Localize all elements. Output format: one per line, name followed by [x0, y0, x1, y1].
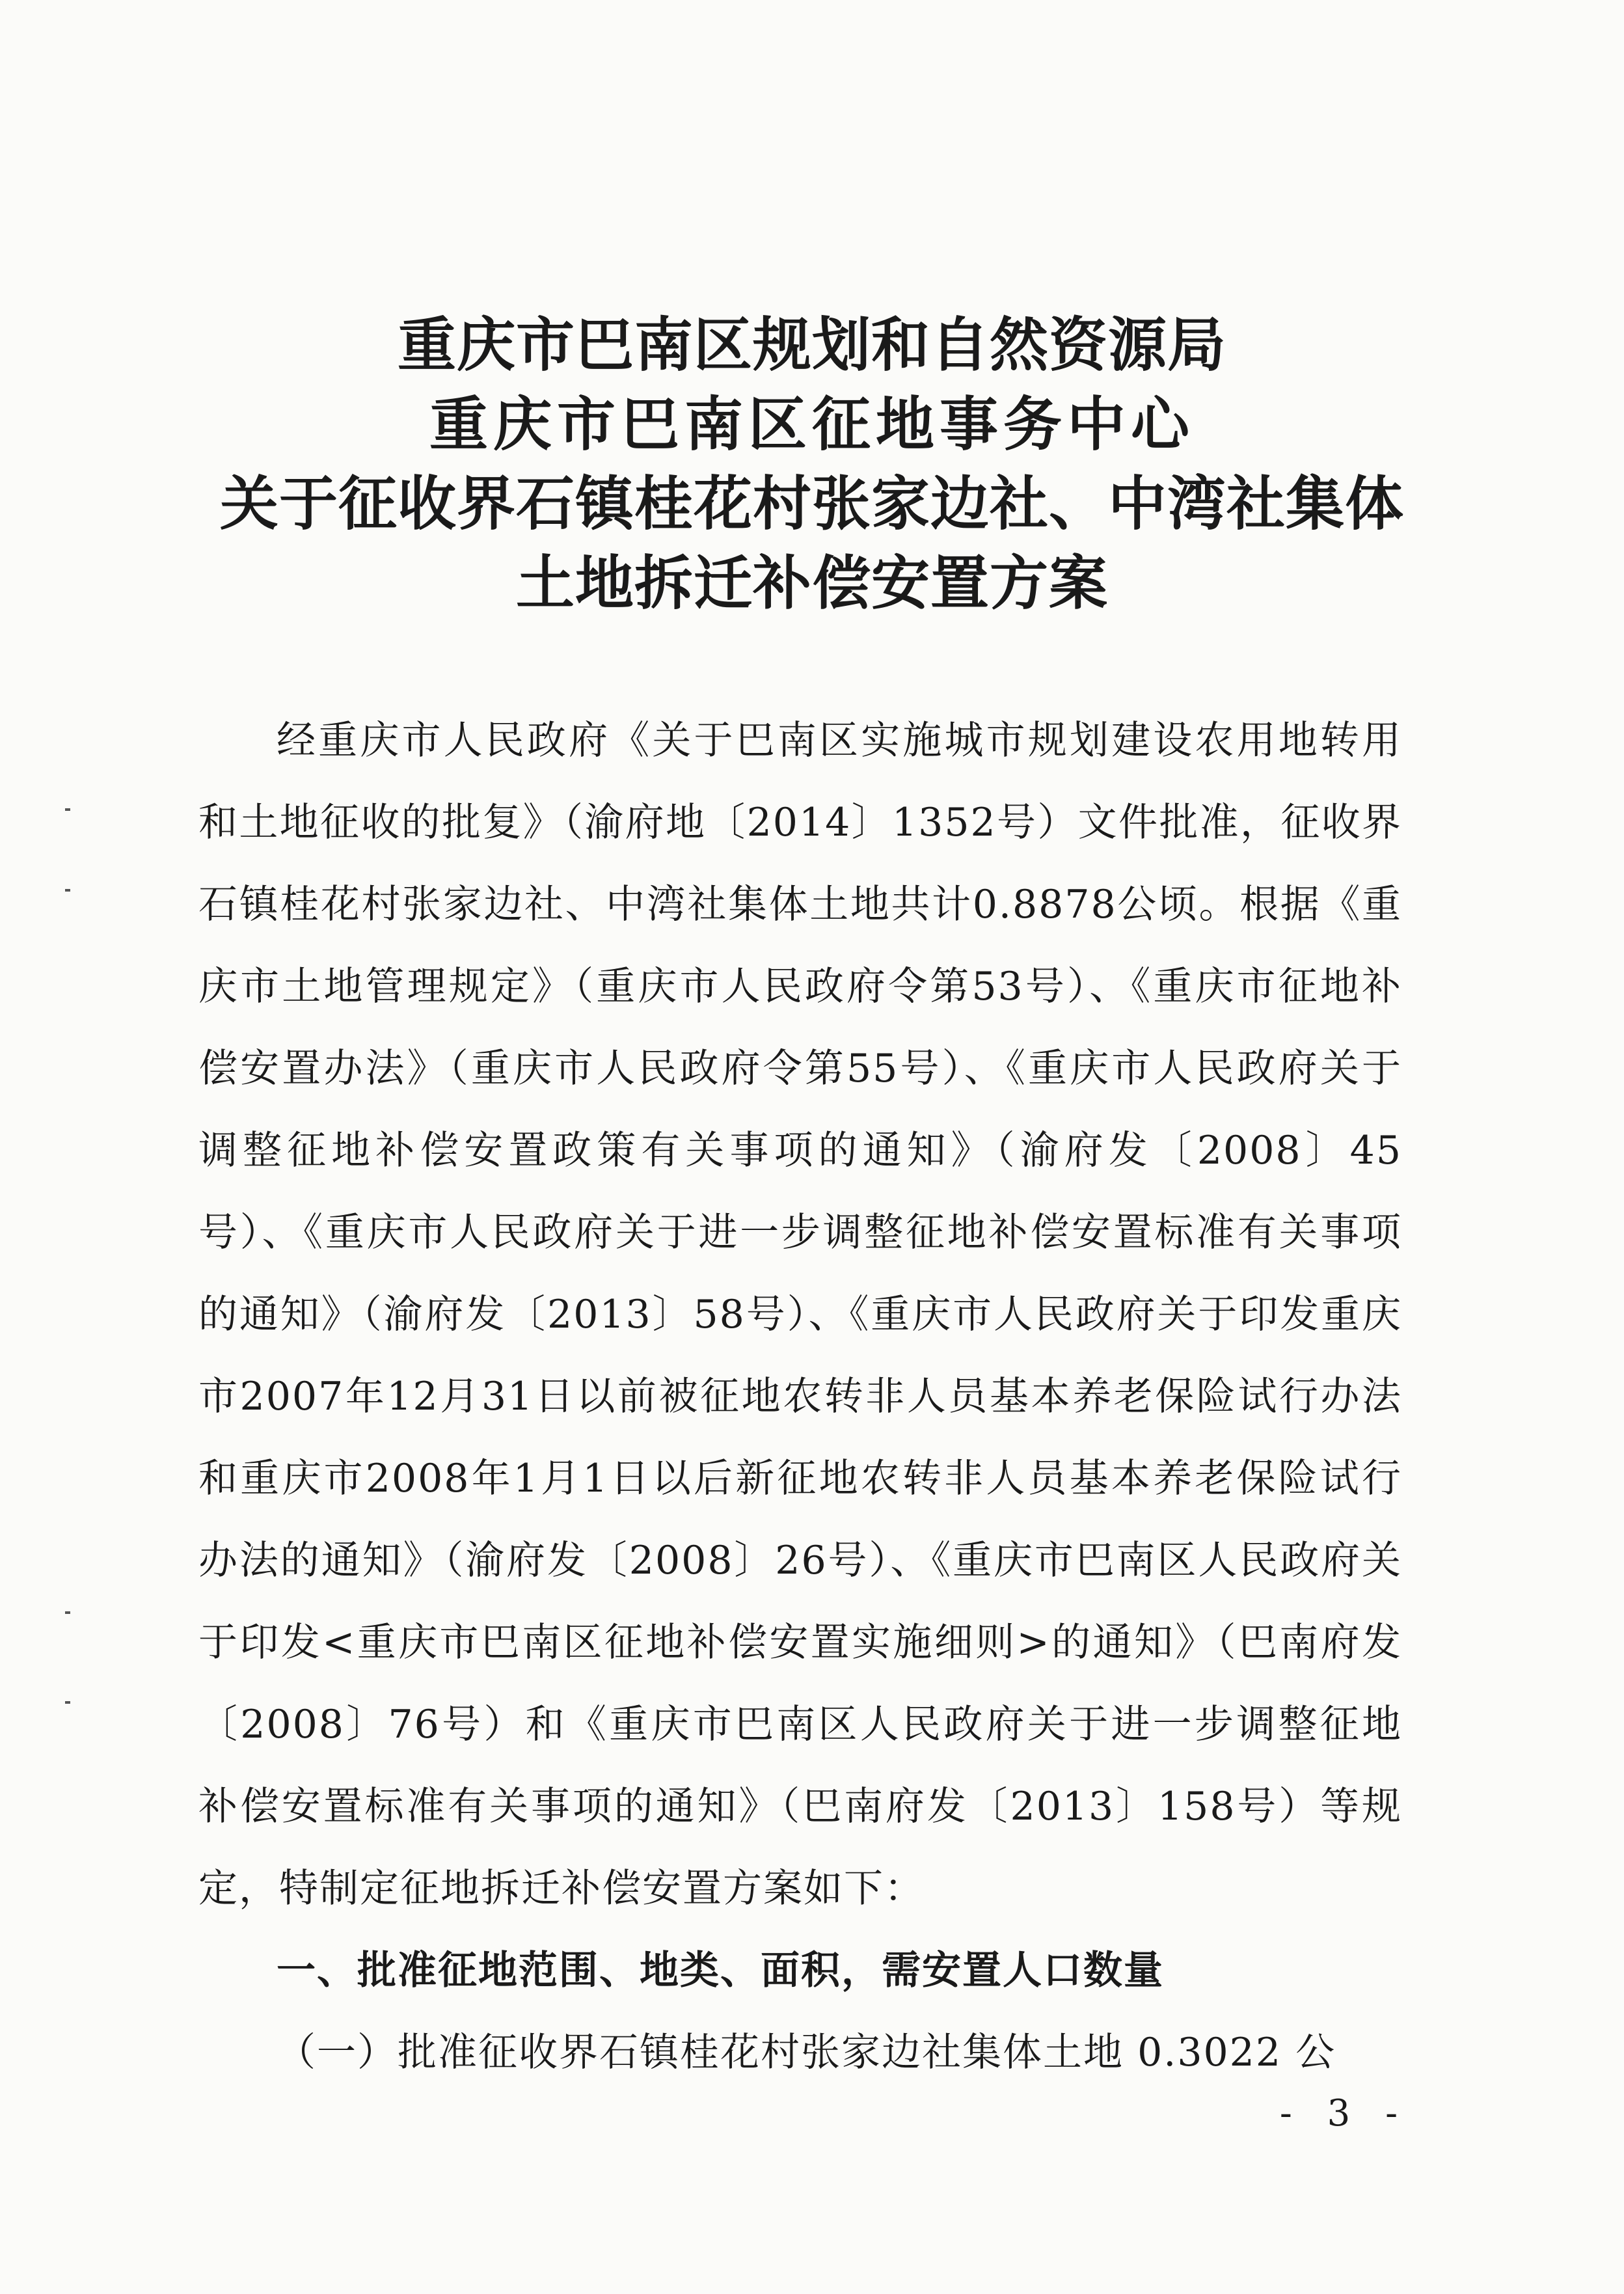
- document-body: [198, 700, 1402, 2094]
- title-line-1: 重庆市巴南区规划和自然资源局: [398, 311, 1226, 379]
- margin-mark: [65, 1701, 70, 1704]
- section-heading: 一、批准征地范围、地类、面积，需安置人口数量: [277, 1948, 1164, 1993]
- sub-paragraph: （一）批准征收界石镇桂花村张家边社集体土地 0.3022 公: [277, 2030, 1336, 2075]
- title-line-2: 重庆市巴南区征地事务中心: [429, 390, 1195, 459]
- document-title: [0, 306, 1624, 623]
- margin-mark: [65, 808, 70, 811]
- page-number: - 3 -: [1279, 2092, 1409, 2135]
- margin-mark: [65, 1611, 70, 1614]
- intro-paragraph: 经重庆市人民政府《关于巴南区实施城市规划建设农用地转用和土地征收的批复》（渝府地〔2014〕1352号）文件批准，征收界石镇桂花村张家边社、中湾社集体土地共计0.8878公顷。根据《重庆市土地管理规定》（重庆市人民政府令第53号）、《重庆市征地补偿安置办法》（重庆市人民政府令第55号）、《重庆市人民政府关于调整征地补偿安置政策有关事项的通知》（渝府发〔2008〕45号）、《重庆市人民政府关于进一步调整征地补偿安置标准有关事项的通知》（渝府发〔2013〕58号）、《重庆市人民政府关于印发重庆市2007年12月31日以前被征地农转非人员基本养老保险试行办法和重庆市2008年1月1日以后新征地农转非人员基本养老保险试行办法的通知》（渝府发〔2008〕26号）、《重庆市巴南区人民政府关于印发<重庆市巴南区征地补偿安置实施细则>的通知》（巴南府发〔2008〕76号）和《重庆市巴南区人民政府关于进一步调整征地补偿安置标准有关事项的通知》（巴南府发〔2013〕158号）等规定，特制定征地拆迁补偿安置方案如下：: [198, 718, 1402, 1911]
- title-line-4: 土地拆迁补偿安置方案: [516, 549, 1108, 618]
- title-line-3: 关于征收界石镇桂花村张家边社、中湾社集体: [220, 470, 1404, 538]
- margin-mark: [65, 889, 70, 892]
